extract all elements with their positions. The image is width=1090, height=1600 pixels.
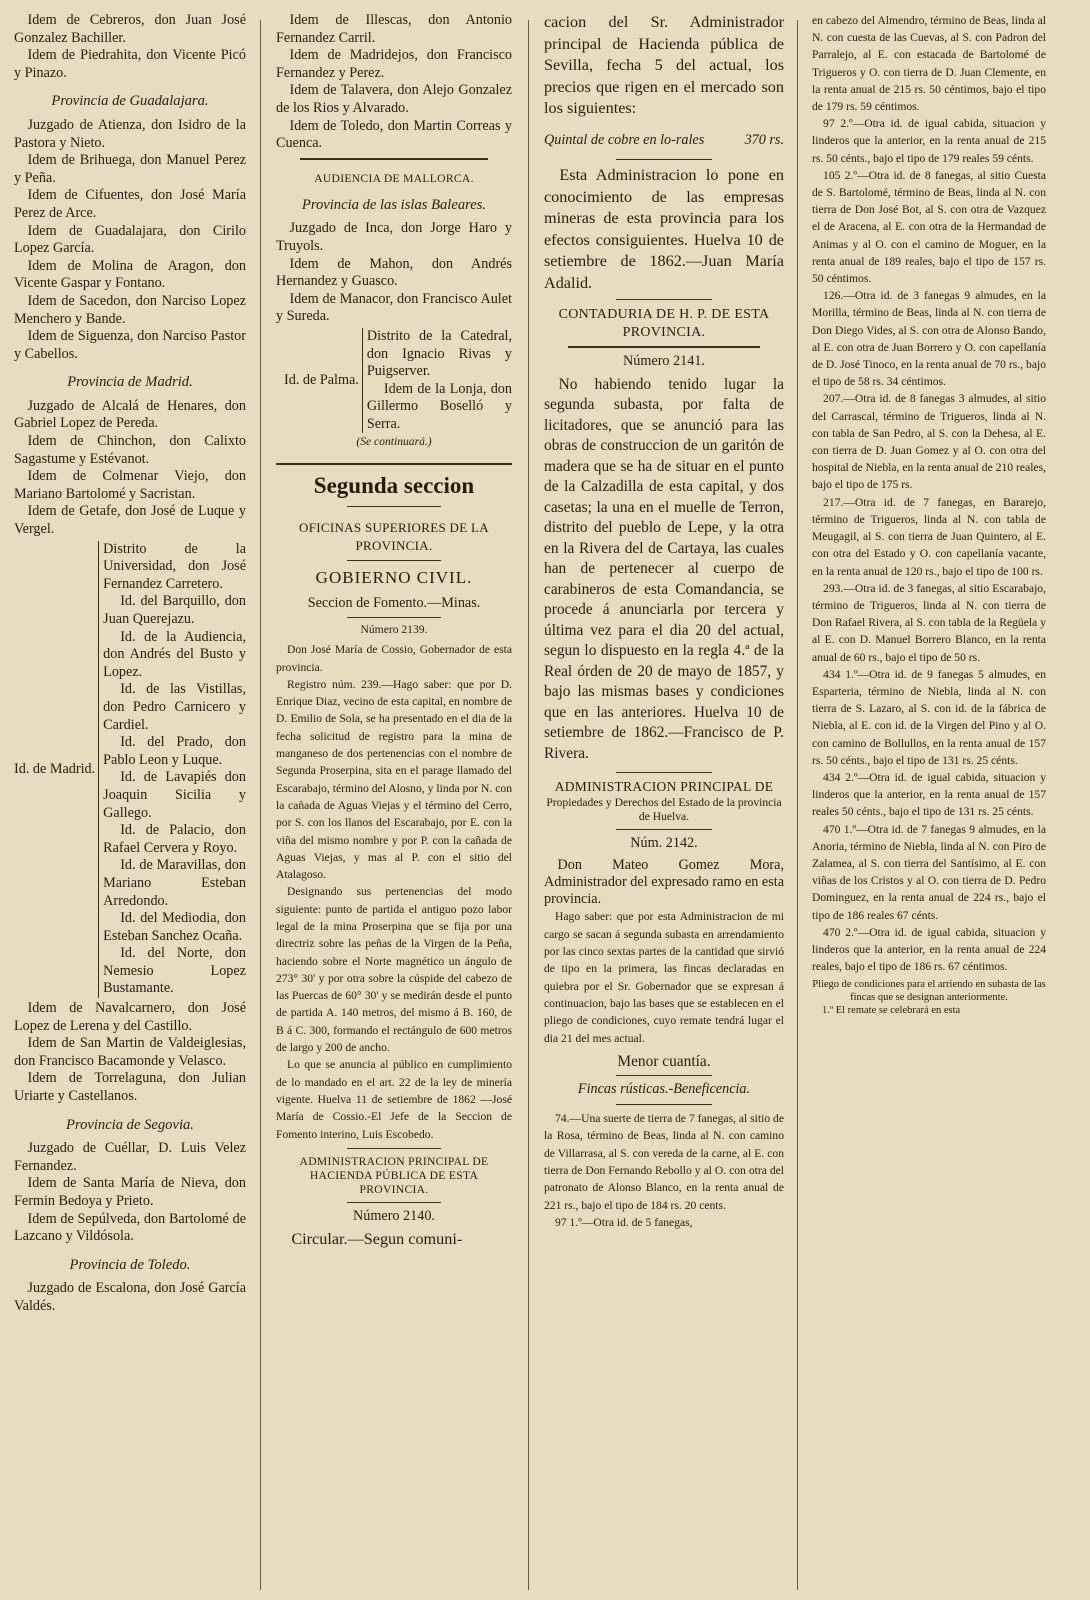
conditions-heading: Pliego de condiciones para el arriendo en subasta de las fincas que se designan anteriormente. (812, 979, 1046, 1004)
property-entry: 470 2.º—Otra id. de igual cabida, situacion y linderos que la anterior, en la renta anual de 224 reales, bajo el tipo de 186 rs. 67 céntimos. (812, 925, 1046, 974)
brace (362, 328, 512, 434)
province-heading: Provincia de Toledo. (69, 1256, 191, 1273)
entry: Idem de Guadalajara, don Cirilo Lopez García. (14, 222, 246, 257)
property-entry: 207.—Otra id. de 8 fanegas 3 almudes, al sitio del Carrascal, término de Trigueros, linda al N. con tabla de San Pedro, al S. con la Dehesa, al E. con tierra de D. Juan Gomez y al O. con otra del hospital de Niebla, en la renta anual de 210 reales, bajo el tipo de 175 rs. (812, 392, 1046, 492)
notice-number: Núm. 2142. (630, 834, 698, 851)
property-entry: 470 1.º—Otra id. de 7 fanegas 9 almudes, en la Anoria, término de Niebla, linda al N. con Piro de Zalamea, al S. con tierra del Santísimo, al E. con viñas de los Cristos y al O. con tierra de D. Pedro Dominguez, en la renta anual de 224 rs., bajo el tipo de 186 reales 67 cénts. (812, 822, 1046, 922)
divider (568, 346, 760, 348)
entry: Juzgado de Alcalá de Henares, don Gabriel Lopez de Pereda. (14, 397, 246, 432)
property-entry: en cabezo del Almendro, término de Beas, linda al N. con cuesta de las Cuevas, al S. con Padron del Parralejo, al E. con estacada de Bartolomé de Trigueros y O. con tierra de D. Juan Clemente, en la renta anual de 215 rs. 50 céntimos, bajo el tipo de 179 rs. 59 céntimos. (812, 14, 1046, 114)
district-entry: Id. del Barquillo, don Juan Querejazu. (103, 593, 246, 627)
column-rule (260, 20, 261, 1590)
column-rule (528, 20, 529, 1590)
divider (347, 506, 441, 507)
subsection-heading: Seccion de Fomento.—Minas. (307, 594, 481, 611)
entry: Idem de Torrelaguna, don Julian Uriarte y Castellanos. (14, 1070, 246, 1105)
divider (347, 1148, 441, 1149)
district-entry: Id. de Lavapiés don Joaquin Sicilia y Gallego. (103, 769, 246, 821)
entry: Idem de Navalcarnero, don José Lopez de Lerena y del Castillo. (14, 1000, 246, 1034)
property-entry: 97 2.º—Otra id. de igual cabida, situacion y linderos que la anterior, en la renta anual de 215 rs. 50 cénts., bajo el tipo de 179 reales 59 cénts. (812, 117, 1046, 165)
entry: Idem de San Martin de Valdeiglesias, don Francisco Bacamonde y Velasco. (14, 1035, 246, 1069)
entry: Idem de Colmenar Viejo, don Mariano Bartolomé y Sacristan. (14, 468, 246, 502)
property-entry: 105 2.º—Otra id. de 8 fanegas, al sitio Cuesta de S. Bartolomé, término de Beas, linda al N. con tierra de Don José Bot, al S. con otra de Vazquez el de Aracena, al E. con otra de la Hermandad de Animas y al O. con el camino de Moguer, en la renta anual de 189 reales, bajo el tipo de 157 rs. 50 céntimos. (812, 168, 1046, 286)
district-entry: Id. del Norte, don Nemesio Lopez Bustamante. (103, 945, 246, 997)
madrid-districts (14, 541, 246, 998)
entry: Juzgado de Atienza, don Isidro de la Pastora y Nieto. (14, 116, 246, 151)
palma-districts (284, 328, 512, 434)
entry: Idem de Getafe, don José de Luque y Vergel. (14, 503, 246, 538)
notice-text: Circular.—Segun comuni- (291, 1230, 463, 1249)
property-entry: 74.—Una suerte de tierra de 7 fanegas, al sitio de la Rosa, término de Beas, linda al N. con camino de Villarrasa, al S. con vereda de la carne, al E. con tierra de Don Fernando Rebollo y al O. con otra del patronato de Alonso Blanco, en la renta anual de 221 rs., bajo el tipo de 184 rs. 20 cents. (544, 1112, 784, 1212)
district-entry: Id. de Palacio, don Rafael Cervera y Royo. (103, 822, 246, 856)
entry: Idem de Sacedon, don Narciso Lopez Menchero y Bande. (14, 292, 246, 327)
entry: Idem de Manacor, don Francisco Aulet y Sureda. (276, 290, 512, 325)
column-1 (14, 12, 246, 1592)
price-value: 370 rs. (744, 131, 784, 148)
property-entry: 217.—Otra id. de 7 fanegas, en Bararejo, término de Trigueros, linda al N. con tabla de Meugagil, al S. con tierra de Juan Quintero, al E. con otra del Estado y O. con capellanía vacante, en la renta anual de 120 rs., bajo el tipo de 100 rs. (812, 495, 1046, 578)
divider (347, 617, 441, 618)
offices-heading: OFICINAS SUPERIORES DE LA PROVINCIA. (299, 520, 489, 554)
audiencia-heading: AUDIENCIA DE MALLORCA. (314, 171, 474, 185)
notice-text: Lo que se anuncia al público en cumplimiento de lo mandado en el art. 22 de la ley de minería vigente. Huelva 11 de setiembre de 1862 —José María de Cossio.-El Jefe de la Seccion de Fomento interino, Luis Escobedo. (276, 1058, 512, 1141)
notice-number: Número 2139. (360, 623, 428, 637)
section-title: Segunda seccion (313, 473, 475, 499)
divider (300, 158, 489, 160)
entry: Idem de Chinchon, don Calixto Sagastume y Estévanot. (14, 433, 246, 467)
district-entry: Distrito de la Catedral, don Ignacio Rivas y Puigserver. (366, 327, 512, 380)
entry: Idem de Piedrahita, don Vicente Picó y Pinazo. (14, 47, 246, 81)
notice-text: No habiendo tenido lugar la segunda subasta, por falta de licitadores, que se anunció para las obras de construccion de un garitón de madera que se ha de situar en el punto de la Calzadilla de esta capital, y dos casetas; la una en el muelle de Terron, distrito del pueblo de Lepe, y la otra en la Rivera del de Cartaya, las cuales han de pertenecer al cuerpo de carabineros de esta Comandancia, se procede á anunciarla por tercera y última vez para el dia 20 del actual, segun lo dispuesto en la regla 4.ª de la Real órden de 20 de mayo de 1857, y bajo las mismas bases y condiciones que en las anteriores. Huelva 10 de setiembre de 1862.—Francisco de P. Rivera. (544, 375, 784, 762)
notice-text: Designando sus pertenencias del modo siguiente: punto de partida el antiguo pozo labor legal de la mina Proserpina que se fija por una directriz sobre las peñas de la Virgen de la Peña, haciendo sobre el Norte magnético un ángulo de 273° 30' y por otra sobre la cúspide del cabezo de las Puercas de 60° 30' y se medirán desde el punto de partida A. 140 metros, del mismo á B. 160, de B á C. 300, formando el rectángulo de 600 metros de largo y 200 de ancho. (276, 885, 512, 1055)
column-2 (276, 12, 512, 1592)
condition-entry: 1.º El remate se celebrará en esta (821, 1005, 961, 1017)
divider (347, 560, 441, 561)
entry: Idem de Illescas, don Antonio Fernandez Carril. (276, 12, 512, 46)
property-entry: 434 2.º—Otra id. de igual cabida, situacion y linderos que la anterior, en la renta anual de 157 reales 50 cénts., bajo el tipo de 131 rs. 25 cénts. (812, 770, 1046, 819)
divider (347, 1202, 441, 1203)
entry: Juzgado de Inca, don Jorge Haro y Truyols. (276, 220, 512, 254)
divider (616, 1075, 712, 1076)
district-entry: Id. de las Vistillas, don Pedro Carnicero y Cardiel. (103, 681, 246, 733)
entry: Idem de Santa María de Nieva, don Fermin Bedoya y Prieto. (14, 1175, 246, 1209)
column-rule (797, 20, 798, 1590)
notice-text: Esta Administracion lo pone en conocimiento de las empresas mineras de esta provincia para los efectos consiguientes. Huelva 10 de setiembre de 1862.—Juan María Adalid. (544, 166, 784, 292)
property-entry: 434 1.º—Otra id. de 9 fanegas 5 almudes, en Esparteria, término de Niebla, linda al N. con tierra de S. Lazaro, al S. con id. de la fábrica de Niebla, al E. con id. de la Virgen del Pino y al O. con camino de Bollullos, en la renta anual de 157 rs. 50 cénts., bajo el tipo de 131 rs. 25 cénts. (812, 667, 1046, 767)
divider (276, 463, 512, 465)
divider (616, 772, 712, 773)
district-entry: Idem de la Lonja, don Gillermo Boselló y Serra. (366, 380, 512, 432)
divider (616, 159, 712, 160)
entry: Idem de Toledo, don Martin Correas y Cuenca. (276, 117, 512, 152)
province-heading: Provincia de Segovia. (66, 1116, 194, 1133)
notice-number: Número 2141. (623, 353, 705, 370)
entry: Idem de Siguenza, don Narciso Pastor y Cabellos. (14, 328, 246, 362)
entry: Juzgado de Cuéllar, D. Luis Velez Fernandez. (14, 1140, 246, 1174)
district-entry: Id. del Mediodia, don Esteban Sanchez Ocaña. (103, 910, 246, 944)
district-entry: Distrito de la Universidad, don José Fernandez Carretero. (103, 540, 246, 592)
entry: Idem de Cebreros, don Juan José Gonzalez Bachiller. (14, 12, 246, 46)
divider (616, 299, 712, 300)
province-heading: Provincia de las islas Baleares. (301, 196, 487, 213)
admin-heading: ADMINISTRACION PRINCIPAL DE (554, 779, 774, 795)
notice-text: Registro núm. 239.—Hago saber: que por D. Enrique Diaz, vecino de esta capital, en nombre de D. Emilio de Sola, se ha presentado en el dia de la fecha solicitud de registro para la mina de manganeso de dos pertenencias con el nombre de Segunda Proserpina, sita en el parage llamado del Escarabajo, término del Alosno, y linda por N. con la cañada de Aguas Viejas y el término del Cerro, por S. con los llanos del Escarabajo, por E. con la viña del mismo nombre y por P. con la cañada de Aguas Viejas, y mas al P. con el sitio del Atalagoso. (276, 677, 512, 882)
divider (616, 829, 712, 830)
gobierno-heading: GOBIERNO CIVIL. (315, 567, 473, 587)
entry: Juzgado de Escalona, don José García Valdés. (14, 1280, 246, 1314)
madrid-label: Id. de Madrid. (14, 760, 96, 777)
district-entry: Id. de Maravillas, don Mariano Esteban Arredondo. (103, 857, 246, 909)
entry: Idem de Madridejos, don Francisco Fernandez y Perez. (276, 47, 512, 81)
palma-label: Id. de Palma. (284, 371, 359, 388)
divider (616, 1104, 712, 1105)
subheading: Fincas rústicas.-Beneficencia. (577, 1081, 751, 1098)
price-line (544, 132, 784, 150)
contaduria-heading: CONTADURIA DE H. P. DE ESTA PROVINCIA. (558, 307, 770, 340)
continuation-note: (Se continuará.) (356, 435, 432, 449)
property-entry: 293.—Otra id. de 3 fanegas, al sitio Escarabajo, término de Trigueros, linda al N. con tierra de Don Rafael Rivera, al S. con tabla de la Regüela y al E. con D. Manuel Borrero Blanco, en la renta anual de 60 rs., bajo el tipo de 50 rs. (812, 581, 1046, 664)
notice-text: Hago saber: que por esta Administracion de mi cargo se sacan á segunda subasta en arrendamiento por las cinco sextas partes de la cantidad que sirvió de tipo en la primera, las fincas declaradas en quiebra por el Sr. Gobernador que se expresan á continuacion, bajo las bases que se establecen en el pliego de condiciones, cuyo remate tendrá lugar el dia 21 del mes actual. (544, 910, 784, 1045)
notice-text: Don José María de Cossio, Gobernador de esta provincia. (276, 643, 512, 674)
entry: Idem de Molina de Aragon, don Vicente Gaspar y Fontano. (14, 257, 246, 292)
notice-number: Número 2140. (353, 1207, 435, 1224)
admin-heading: ADMINISTRACION PRINCIPAL DE HACIENDA PÚBLICA DE ESTA PROVINCIA. (299, 1154, 489, 1196)
province-heading: Provincia de Madrid. (67, 374, 193, 391)
admin-subheading: Propiedades y Derechos del Estado de la provincia de Huelva. (546, 795, 782, 823)
entry: Idem de Brihuega, don Manuel Perez y Peña. (14, 152, 246, 186)
notice-text: Don Mateo Gomez Mora, Administrador del expresado ramo en esta provincia. (544, 856, 784, 908)
column-4 (812, 12, 1046, 1592)
notice-text: cacion del Sr. Administrador principal de Hacienda pública de Sevilla, fecha 5 del actual, los precios que rigen en el mercado son los siguientes: (544, 13, 784, 117)
column-3 (544, 12, 784, 1592)
subheading: Menor cuantía. (617, 1052, 711, 1070)
entry: Idem de Cifuentes, don José María Perez de Arce. (14, 187, 246, 221)
district-entry: Id. del Prado, don Pablo Leon y Luque. (103, 734, 246, 768)
entry: Idem de Mahon, don Andrés Hernandez y Guasco. (276, 255, 512, 290)
property-entry: 97 1.º—Otra id. de 5 fanegas, (555, 1215, 693, 1229)
entry: Idem de Sepúlveda, don Bartolomé de Lazcano y Vildósola. (14, 1210, 246, 1245)
province-heading: Provincia de Guadalajara. (51, 93, 209, 110)
brace (98, 541, 246, 998)
district-entry: Id. de la Audiencia, don Andrés del Busto y Lopez. (103, 628, 246, 680)
price-item: Quintal de cobre en lo-rales (544, 131, 705, 148)
entry: Idem de Talavera, don Alejo Gonzalez de los Rios y Alvarado. (276, 82, 512, 116)
property-entry: 126.—Otra id. de 3 fanegas 9 almudes, en la Morilla, término de Beas, linda al N. con tierra de Don Diego Vides, al S. con otra de Alonso Bando, al E. con otra de Juan Borrero y O. con capellanía de D. José Tinoco, en la renta anual de 70 rs., bajo el tipo de 58 rs. 34 céntimos. (812, 289, 1046, 389)
